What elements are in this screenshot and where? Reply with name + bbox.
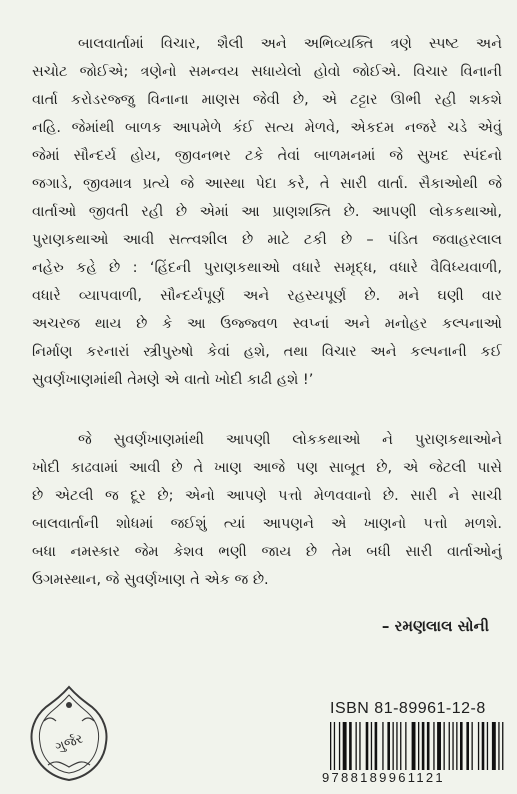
barcode-bar — [492, 722, 496, 770]
text-line: વાર્તાઓ જીવતી રહી છે એમાં આ પ્રાણશક્તિ છે. આપણી લોકકથાઓ, — [32, 204, 502, 220]
text-line: બાલવાર્તામાં વિચાર, શૈલી અને અભિવ્યક્તિ ત્રણે સ્પષ્ટ અને — [78, 36, 502, 52]
text-line: જગાડે, જીવમાત્ર પ્રત્યે જે આસ્થા પેદા કરે, તે સારી વાર્તા. સૈકાઓથી જે — [32, 176, 502, 192]
barcode-bar — [382, 722, 383, 770]
barcode-bar — [339, 722, 340, 770]
barcode-bar — [433, 722, 434, 770]
barcode-bar — [405, 722, 406, 770]
barcode-bar — [452, 722, 453, 770]
barcode-bar — [396, 722, 397, 770]
barcode-bar — [349, 722, 352, 770]
barcode-bar — [449, 722, 450, 770]
barcode-bar — [427, 722, 430, 770]
author-signature: – રમણલાલ સોની — [381, 617, 489, 635]
barcode-bar — [343, 722, 347, 770]
barcode-bar — [444, 722, 445, 770]
text-line: સુવર્ણખાણમાંથી તેમણે એ વાતો ખોદી કાઢી હશે !’ — [32, 372, 314, 388]
text-line: પુરાણકથાઓ આવી સત્ત્વશીલ છે માટે ટકી છે – પંડિત જવાહરલાલ — [32, 232, 502, 248]
barcode-bar — [437, 722, 441, 770]
barcode-bar — [502, 722, 503, 770]
barcode-bar — [456, 722, 457, 770]
publisher-logo-icon — [24, 683, 114, 783]
text-line: બાલવાર્તાની શોધમાં જઈશું ત્યાં આપણને એ ખાણનો પત્તો મળશે. — [32, 516, 502, 532]
barcode-bar — [472, 722, 473, 770]
text-line: વાર્તા કરોડરજ્જુ વિનાના માણસ જેવી છે, એ ટટ્ટાર ઊભી રહી શકશે — [32, 92, 502, 108]
barcode-bar — [387, 722, 390, 770]
barcode-bar — [412, 722, 416, 770]
text-line: જે સુવર્ણખાણમાંથી આપણી લોકકથાઓ ને પુરાણકથાઓને — [78, 432, 502, 448]
text-line: નિર્માણ કરનારાં સ્ત્રીપુરુષો કેવાં હશે, તથા વિચાર અને કલ્પનાની કઈ — [32, 344, 502, 360]
isbn-label: ISBN 81-89961-12-8 — [330, 700, 486, 717]
paragraph-intro — [32, 30, 502, 394]
barcode-bar — [359, 722, 360, 770]
barcode-bar — [371, 722, 372, 770]
barcode-bar — [482, 722, 485, 770]
barcode-bar — [330, 722, 331, 770]
barcode-bar — [418, 722, 419, 770]
text-line: અચરજ થાય છે કે આ ઉજ્જ્વળ સ્વપ્નાં અને મનોહર કલ્પનાઓ — [32, 316, 502, 332]
barcode-bar — [422, 722, 425, 770]
barcode-bar — [393, 722, 394, 770]
barcode-bar — [498, 722, 499, 770]
paragraph-conclusion — [32, 426, 502, 594]
text-line: ખોદી કાઢવામાં આવી છે તે ખાણ આજે પણ સાબૂત છે, એ જેટલી પાસે — [32, 460, 502, 476]
barcode-bar — [356, 722, 357, 770]
barcode-bar — [466, 722, 469, 770]
text-line: સચોટ જોઈએ; ત્રણેનો સમન્વય સધાયેલો હોવો જોઈએ. વિચાર વિનાની — [32, 64, 502, 80]
text-line: નહેરુ કહે છે : ‘હિંદની પુરાણકથાઓ વધારે સમૃદ્ધ, વધારે વૈવિધ્યવાળી, — [32, 260, 502, 276]
barcode-bar — [478, 722, 479, 770]
barcode-bar — [366, 722, 369, 770]
text-line: ઉગમસ્થાન, જે સુવર્ણખાણ તે એક જ છે. — [32, 572, 269, 588]
barcode-bar — [487, 722, 488, 770]
text-line: નહિ. જેમાંથી બાળક આપમેળે કંઈ સત્ય મેળવે, એકદમ નજરે ચડે એવું — [32, 120, 502, 136]
barcode-icon — [328, 722, 506, 770]
barcode-bar — [375, 722, 378, 770]
text-line: છે એટલી જ દૂર છે; એનો આપણે પત્તો મેળવવાનો છે. સારી ને સાચી — [32, 488, 502, 504]
text-line: વધારે વ્યાપવાળી, સૌન્દર્યપૂર્ણ અને રહસ્યપૂર્ણ છે. મને ઘણી વાર — [32, 288, 502, 304]
publisher-logo-text: ગુર્જર — [53, 731, 86, 756]
barcode-bar — [400, 722, 401, 770]
barcode-bar — [334, 722, 335, 770]
barcode-number: 9788189961121 — [322, 770, 445, 785]
text-line: જેમાં સૌન્દર્ય હોય, જીવનભર ટકે તેવાં બાળમનમાં જે સુખદ સ્પંદનો — [32, 148, 502, 164]
text-line: બધા નમસ્કાર જેમ કેશવ ભણી જાય છે તેમ બધી સારી વાર્તાઓનું — [32, 544, 502, 560]
barcode-bar — [460, 722, 463, 770]
